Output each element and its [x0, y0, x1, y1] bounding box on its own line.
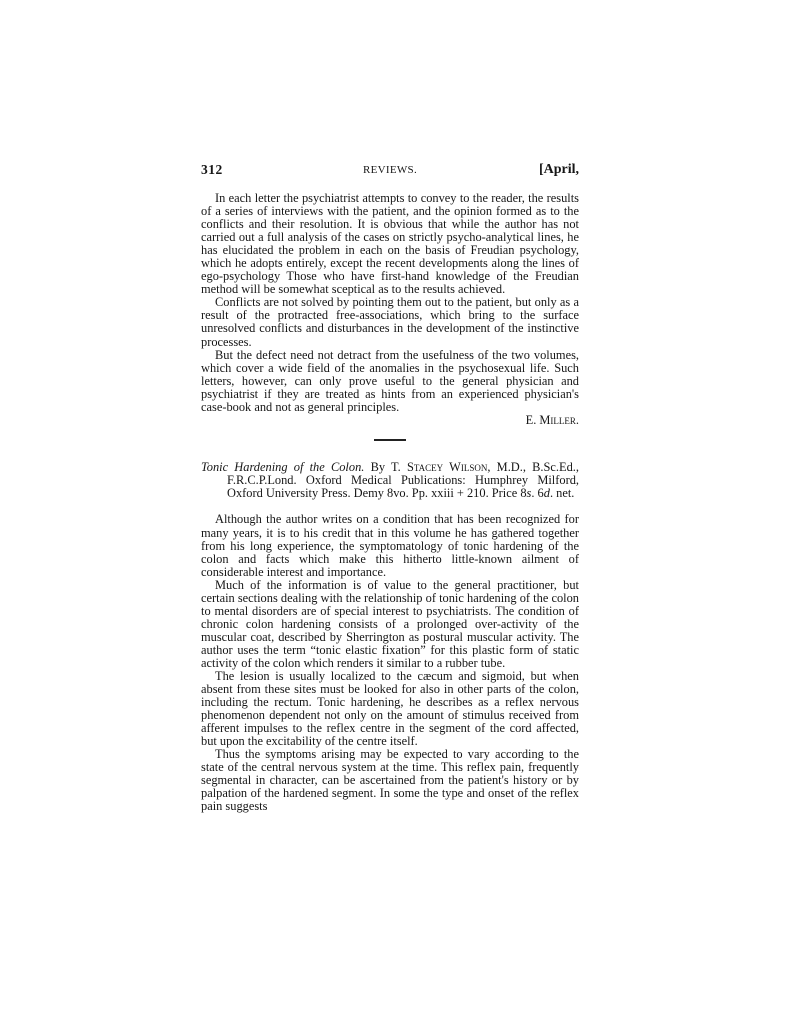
reviewer-surname: Miller.	[539, 412, 579, 427]
review-one-paragraph: In each letter the psychiatrist attempts to convey to the reader, the results of a series of interviews with the patient, and the opinion formed as to the conflicts and their resolution. It is obvious that while the author has not carried out a full analysis of the cases on strictly psycho-analytical lines, he has elucidated the problem in each on the basis of Freudian psychology, which he adopts entirely, except the recent developments along the lines of ego-psychology Those who have first-hand knowledge of the Freudian method will be somewhat sceptical as to the results achieved.	[201, 191, 579, 297]
reviewer-initial: E.	[525, 412, 540, 427]
reviewer-signature	[201, 414, 579, 427]
book-details: , M.D., B.Sc.Ed., F.R.C.P.Lond. Oxford Medical Publications: Humphrey Milford, Oxford University Press. Demy 8vo. Pp. xxiii + 210. Price 8	[227, 459, 579, 501]
review-two-paragraph: The lesion is usually localized to the cæcum and sigmoid, but when absent from these sites must be looked for also in other parts of the colon, including the rectum. Tonic hardening, he describes as a reflex nervous phenomenon dependent not only on the amount of stimulus received from afferent impulses to the reflex centre in the segment of the cord affected, but upon the excitability of the centre itself.	[201, 669, 579, 749]
book-details-end: . net.	[549, 486, 575, 501]
journal-page	[201, 160, 579, 814]
page-number: 312	[201, 162, 223, 177]
review-two-paragraph: Although the author writes on a condition that has been recognized for many years, it is to his credit that in this volume he has gathered together from his long experience, the symptomatology of tonic hardening of the colon and facts which make this hitherto little-known ailment of considerable interest and importance.	[201, 512, 579, 579]
review-one-paragraph: Conflicts are not solved by pointing them out to the patient, but only as a result of the protracted free-associations, which bring to the surface unresolved conflicts and disturbances in the development of the instinctive processes.	[201, 295, 579, 349]
review-one-body	[201, 192, 579, 414]
review-one-paragraph: But the defect need not detract from the usefulness of the two volumes, which cover a wide field of the anomalies in the psychosexual life. Such letters, however, can only prove useful to the general physician and psychiatrist if they are treated as hints from an experienced physician's case-book and not as general principles.	[201, 347, 579, 414]
review-two-paragraph: Much of the information is of value to the general practitioner, but certain sections dealing with the relationship of tonic hardening of the colon to mental disorders are of special interest to psychiatrists. The condition of chronic colon hardening consists of a prolonged over-activity of the muscular coat, described by Sherrington as postural muscular activity. The author uses the term “tonic elastic fixation” for this plastic form of static activity of the colon which renders it similar to a rubber tube.	[201, 577, 579, 670]
review-two-paragraph: Thus the symptoms arising may be expected to vary according to the state of the central nervous system at the time. This reflex pain, frequently segmental in character, can be ascertained from the patient's history or by palpation of the hardened segment. In some the type and onset of the reflex pain suggests	[201, 747, 579, 814]
price-shillings-unit: s	[526, 486, 532, 501]
book-by-label: By T.	[364, 459, 407, 474]
price-pence-unit: d	[543, 486, 550, 501]
book-author: Stacey Wilson	[407, 459, 488, 474]
book-title: Tonic Hardening of the Colon.	[201, 459, 365, 474]
running-head	[201, 160, 579, 180]
issue-date-mark: [April,	[538, 162, 579, 177]
book-heading	[201, 461, 579, 501]
review-two-body	[201, 513, 579, 813]
book-details-cont: . 6	[531, 486, 544, 501]
section-title: REVIEWS.	[362, 164, 418, 176]
section-divider	[374, 439, 406, 441]
